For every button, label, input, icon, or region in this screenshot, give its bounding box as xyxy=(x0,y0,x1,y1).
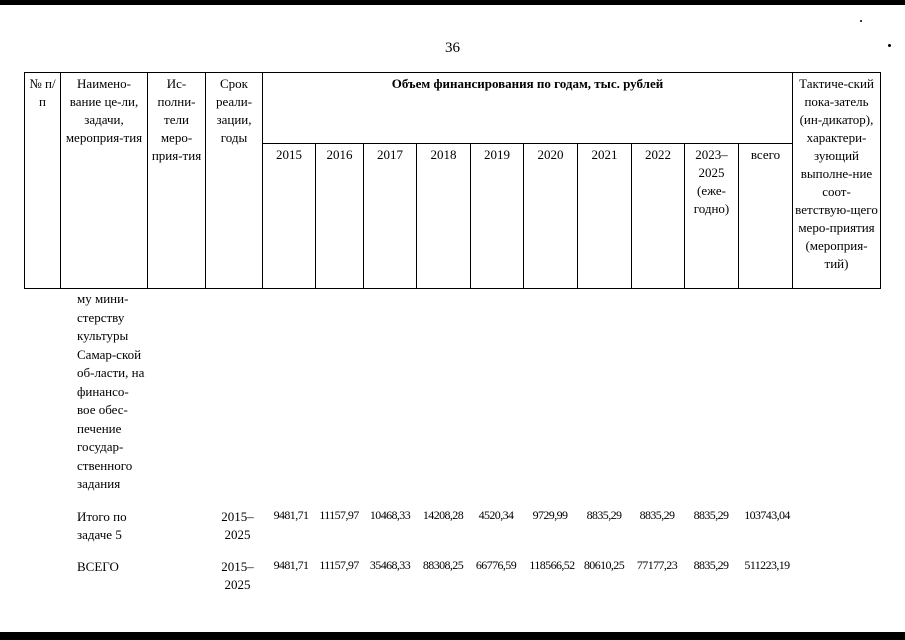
value-cell: 9481,71 xyxy=(273,558,309,572)
year-header: 2023– 2025 (еже-годно) xyxy=(685,144,739,289)
col-header-num: № п/п xyxy=(25,73,61,289)
value-cell: 8835,29 xyxy=(586,508,622,522)
funding-table-header xyxy=(24,72,881,289)
speck-mark xyxy=(860,20,862,22)
year-header: 2021 xyxy=(578,144,632,289)
col-header-indicator: Тактиче-ский пока-затель (ин-дикатор), характери-зующий выполне-ние соот-ветствую-щего меро-приятия (мероприя-тий) xyxy=(793,73,881,289)
year-header: 2016 xyxy=(316,144,364,289)
value-cell: 11157,97 xyxy=(319,508,359,522)
year-header: 2019 xyxy=(471,144,524,289)
value-cell: 8835,29 xyxy=(693,508,729,522)
continuation-text: му мини-стерству культуры Самар-ской об-ласти, на финансо-вое обес-печение государ-ственного задания xyxy=(77,291,145,491)
value-cell: 14208,28 xyxy=(422,508,464,522)
col-header-executors: Ис-полни-тели меро-прия-тия xyxy=(148,73,206,289)
top-border-bar xyxy=(0,0,905,5)
page-number: 36 xyxy=(445,40,460,56)
value-cell: 8835,29 xyxy=(693,558,729,572)
value-cell: 10468,33 xyxy=(369,508,411,522)
value-cell: 77177,23 xyxy=(636,558,678,572)
year-header: 2020 xyxy=(524,144,578,289)
value-cell: 118566,52 xyxy=(529,558,575,572)
row-label: Итого по задаче 5 xyxy=(77,509,127,542)
row-label: ВСЕГО xyxy=(77,559,119,574)
value-cell: 80610,25 xyxy=(583,558,625,572)
value-cell: 66776,59 xyxy=(475,558,517,572)
row-period: 2015– 2025 xyxy=(221,559,254,592)
value-cell: 9481,71 xyxy=(273,508,309,522)
value-cell: 4520,34 xyxy=(478,508,514,522)
row-period: 2015– 2025 xyxy=(221,509,254,542)
value-cell: 35468,33 xyxy=(369,558,411,572)
year-header: 2015 xyxy=(263,144,316,289)
value-cell: 8835,29 xyxy=(639,508,675,522)
col-header-name: Наимено-вание це-ли, задачи, мероприя-тия xyxy=(61,73,148,289)
col-header-term: Срок реали-зации, годы xyxy=(206,73,263,289)
year-header-total: всего xyxy=(739,144,793,289)
value-cell: 11157,97 xyxy=(319,558,359,572)
col-header-funding: Объем финансирования по годам, тыс. рублей xyxy=(263,73,793,144)
value-cell: 9729,99 xyxy=(532,508,568,522)
value-cell-total: 103743,04 xyxy=(744,508,790,522)
value-cell-total: 511223,19 xyxy=(744,558,790,572)
year-header: 2022 xyxy=(632,144,685,289)
bottom-border-bar xyxy=(0,632,905,640)
year-header: 2017 xyxy=(364,144,417,289)
value-cell: 88308,25 xyxy=(422,558,464,572)
year-header: 2018 xyxy=(417,144,471,289)
